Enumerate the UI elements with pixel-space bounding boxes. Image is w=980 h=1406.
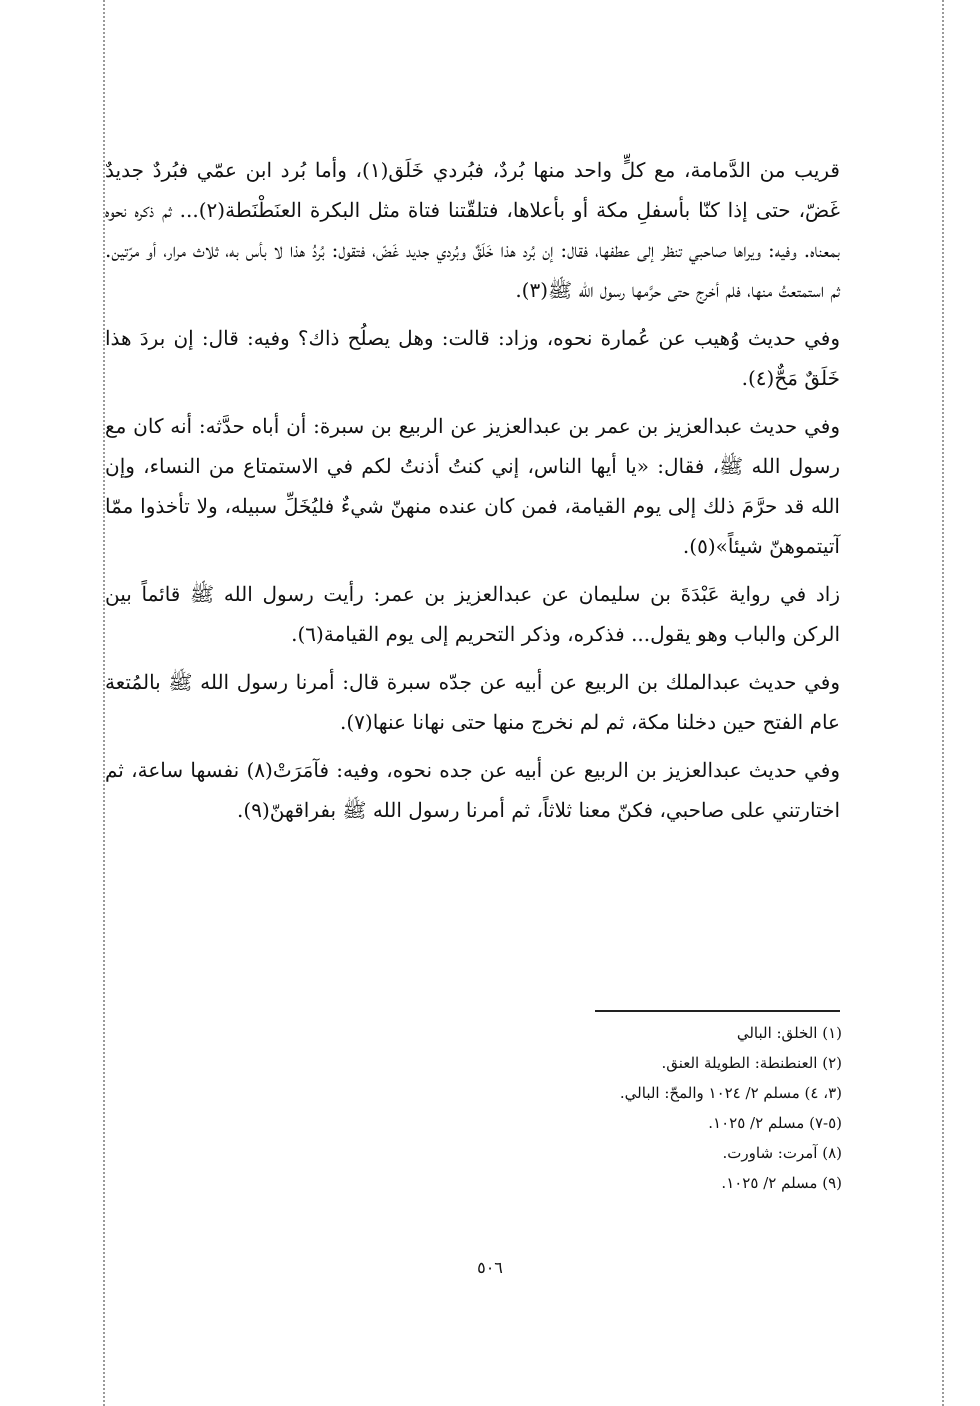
footnote-1: (١) الخلق: البالي <box>736 1024 842 1042</box>
main-text <box>105 150 840 838</box>
paragraph-5: وفي حديث عبدالملك بن الربيع عن أبيه عن جدّه سبرة قال: أمرنا رسول الله ﷺ بالمُتعة عام الفتح حين دخلنا مكة، ثم لم نخرج منها حتى نهانا عنها(٧). <box>105 670 840 734</box>
paragraph-2: وفي حديث وُهيب عن عُمارة نحوه، وزاد: قالت: وهل يصلُح ذاك؟ وفيه: قال: إن بردَ هذا خَلَقٌ مَحٌّ(٤). <box>105 326 840 390</box>
paragraph-6: وفي حديث عبدالعزيز بن الربيع عن أبيه عن جده نحوه، وفيه: فآمَرَتْ(٨) نفسها ساعة، ثم اختارتني على صاحبي، فكنّ معنا ثلاثاً، ثم أمرنا رسول الله ﷺ بفراقهنّ(٩). <box>105 758 840 822</box>
footnote-4: (٥-٧) مسلم ٢/ ١٠٢٥. <box>708 1114 842 1132</box>
paragraph-4: زاد في رواية عَبْدَةَ بن سليمان عن عبدالعزيز بن عمر: رأيت رسول الله ﷺ قائماً بين الركن والباب وهو يقول... فذكره، وذكر التحريم إلى يوم القيامة(٦). <box>105 582 840 646</box>
footnote-3: (٣، ٤) مسلم ٢/ ١٠٢٤ والمحّ: البالي. <box>619 1084 842 1102</box>
paragraph-1: قريب من الدَّمامة، مع كلٍّ واحد منها بُردٌ، فبُردي خَلَق(١)، وأما بُرد ابن عمّي فبُردٌ جديدٌ غَضّ، حتى إذا كنّا بأسفلِ مكة أو بأعلاها، فتلقّتنا فتاة مثل البكرة العنَطْنَطة(٢)... ثم ذكره نحوه بمعناه. وفيه: ويراها صاحبي تنظر إلى عطفها، فقال: إن بُرد هذا خَلَقٌ وبُردي جديد غَضّ، فتقول: بُردُ هذا لا بأس به، ثلاث مرار، أو مرّتين. ثم استمتعتُ منها، فلم أخرج حتى حرَّمها رسول الله ﷺ(٣). <box>105 158 840 302</box>
footnote-5: (٨) آمرت: شاورت. <box>722 1144 842 1162</box>
footnote-separator <box>595 1010 840 1012</box>
scan-dot-line-right <box>942 0 944 1406</box>
footnotes <box>560 1018 842 1198</box>
footnote-2: (٢) العنطنطة: الطويلة العنق. <box>661 1054 842 1072</box>
paragraph-3: وفي حديث عبدالعزيز بن عمر بن عبدالعزيز عن الربيع بن سبرة: أن أباه حدَّثه: أنه كان مع رسول الله ﷺ، فقال: «يا أيها الناس، إني كنتُ أذنتُ لكم في الاستمتاع من النساء، وإن الله قد حرَّمَ ذلك إلى يوم القيامة، فمن كان عنده منهنّ شيءٌ فليُخَلِّ سبيله، ولا تأخذوا ممّا آتيتموهنّ شيئاً»(٥). <box>105 414 840 558</box>
page-number: ٥٠٦ <box>477 1258 503 1277</box>
footnote-6: (٩) مسلم ٢/ ١٠٢٥. <box>721 1174 842 1192</box>
